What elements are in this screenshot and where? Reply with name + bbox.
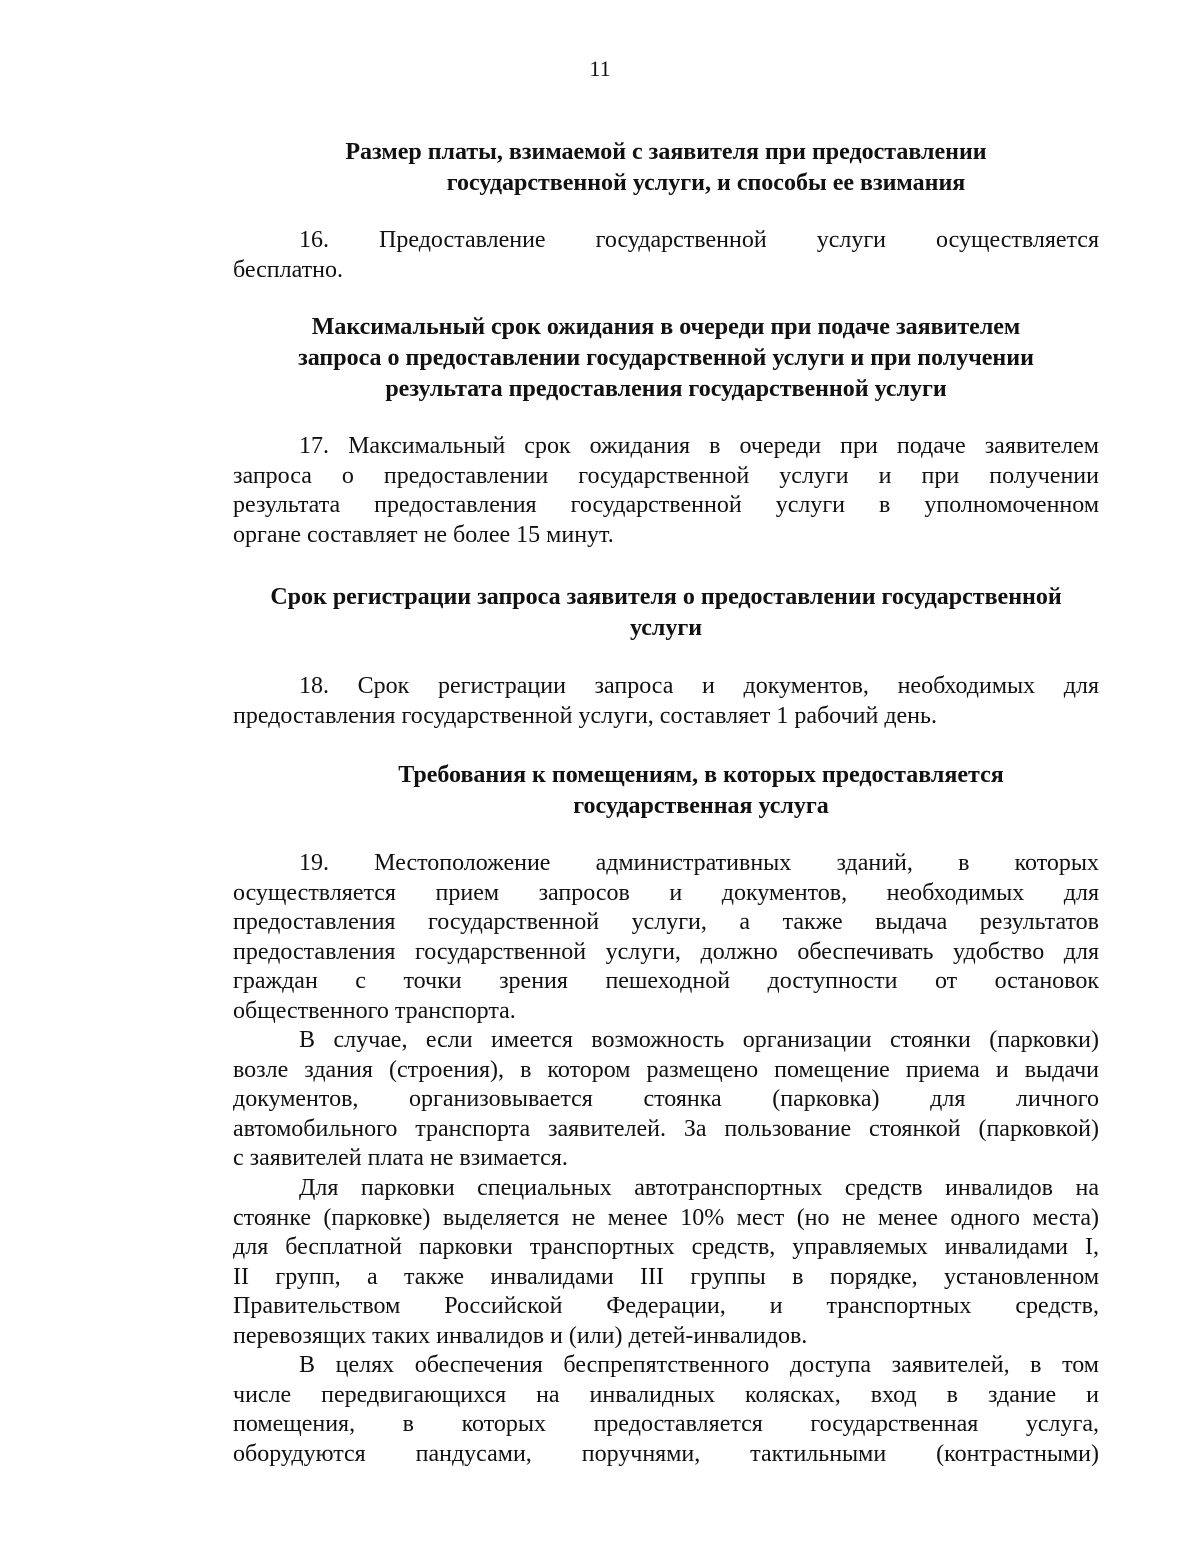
paragraph-line: бесплатно. — [233, 256, 343, 283]
paragraph-line: помещения, в которых предоставляется государственная услуга, — [233, 1411, 1099, 1437]
paragraph-line: с заявителей плата не взимается. — [233, 1145, 568, 1171]
paragraph-line: перевозящих таких инвалидов и (или) детей-инвалидов. — [233, 1322, 808, 1349]
paragraph-line: граждан с точки зрения пешеходной доступности от остановок — [233, 968, 1099, 994]
paragraph-line: II групп, а также инвалидами III группы в порядке, установленном — [233, 1263, 1099, 1290]
section-heading-registration-time — [232, 582, 1100, 644]
section-heading-payment — [232, 137, 1100, 199]
paragraph-line: общественного транспорта. — [233, 997, 516, 1024]
paragraph-17 — [233, 432, 1099, 550]
paragraph-line: органе составляет не более 15 минут. — [233, 521, 614, 548]
paragraph-line: В целях обеспечения беспрепятственного доступа заявителей, в том — [299, 1352, 1099, 1378]
paragraph-line: возле здания (строения), в котором размещено помещение приема и выдачи — [233, 1056, 1099, 1083]
paragraph-line: предоставления государственной услуги, должно обеспечивать удобство для — [233, 938, 1099, 965]
paragraph-line: оборудуются пандусами, поручнями, тактильными (контрастными) — [233, 1440, 1099, 1467]
paragraph-line: предоставления государственной услуги, а также выдача результатов — [233, 909, 1099, 935]
paragraph-line: числе передвигающихся на инвалидных колясках, вход в здание и — [233, 1381, 1099, 1408]
heading-line: Требования к помещениям, в которых предоставляется — [398, 762, 1004, 788]
paragraph-line: Для парковки специальных автотранспортных средств инвалидов на — [299, 1175, 1099, 1201]
heading-line: запроса о предоставлении государственной услуги и при получении — [298, 345, 1034, 371]
paragraph-line: запроса о предоставлении государственной услуги и при получении — [233, 462, 1099, 489]
section-heading-premises — [232, 760, 1100, 822]
paragraph-line: В случае, если имеется возможность организации стоянки (парковки) — [299, 1027, 1099, 1053]
heading-line: государственной услуги, и способы ее взимания — [446, 170, 966, 196]
paragraph-disabled-parking — [233, 1174, 1099, 1351]
paragraph-line: 19. Местоположение административных зданий, в которых — [299, 850, 1099, 876]
page-number: 11 — [589, 56, 611, 81]
paragraph-line: автомобильного транспорта заявителей. За пользование стоянкой (парковкой) — [233, 1115, 1099, 1142]
paragraph-accessibility — [233, 1351, 1099, 1469]
paragraph-18 — [233, 672, 1099, 731]
paragraph-16 — [233, 226, 1099, 285]
paragraph-line: предоставления государственной услуги, составляет 1 рабочий день. — [233, 702, 937, 729]
heading-line: государственная услуга — [573, 793, 829, 819]
heading-line: Максимальный срок ожидания в очереди при подаче заявителем — [311, 314, 1021, 340]
paragraph-line: 17. Максимальный срок ожидания в очереди при подаче заявителем — [299, 433, 1099, 459]
paragraph-line: осуществляется прием запросов и документов, необходимых для — [233, 879, 1099, 906]
paragraph-line: стоянке (парковке) выделяется не менее 10% мест (но не менее одного места) — [233, 1204, 1099, 1231]
heading-line: услуги — [629, 615, 703, 641]
section-heading-queue-time — [232, 312, 1100, 405]
paragraph-line: 18. Срок регистрации запроса и документов, необходимых для — [299, 673, 1099, 699]
paragraph-parking — [233, 1026, 1099, 1174]
heading-line: Размер платы, взимаемой с заявителя при предоставлении — [345, 139, 987, 165]
heading-line: Срок регистрации запроса заявителя о предоставлении государственной — [270, 584, 1062, 610]
paragraph-line: документов, организовывается стоянка (парковка) для личного — [233, 1086, 1099, 1112]
paragraph-line: для бесплатной парковки транспортных средств, управляемых инвалидами I, — [233, 1234, 1099, 1260]
heading-line: результата предоставления государственной услуги — [385, 376, 947, 402]
paragraph-line: результата предоставления государственной услуги в уполномоченном — [233, 492, 1099, 518]
paragraph-line: Правительством Российской Федерации, и транспортных средств, — [233, 1293, 1099, 1319]
paragraph-19 — [233, 849, 1099, 1026]
paragraph-line: 16. Предоставление государственной услуги осуществляется — [299, 227, 1099, 253]
